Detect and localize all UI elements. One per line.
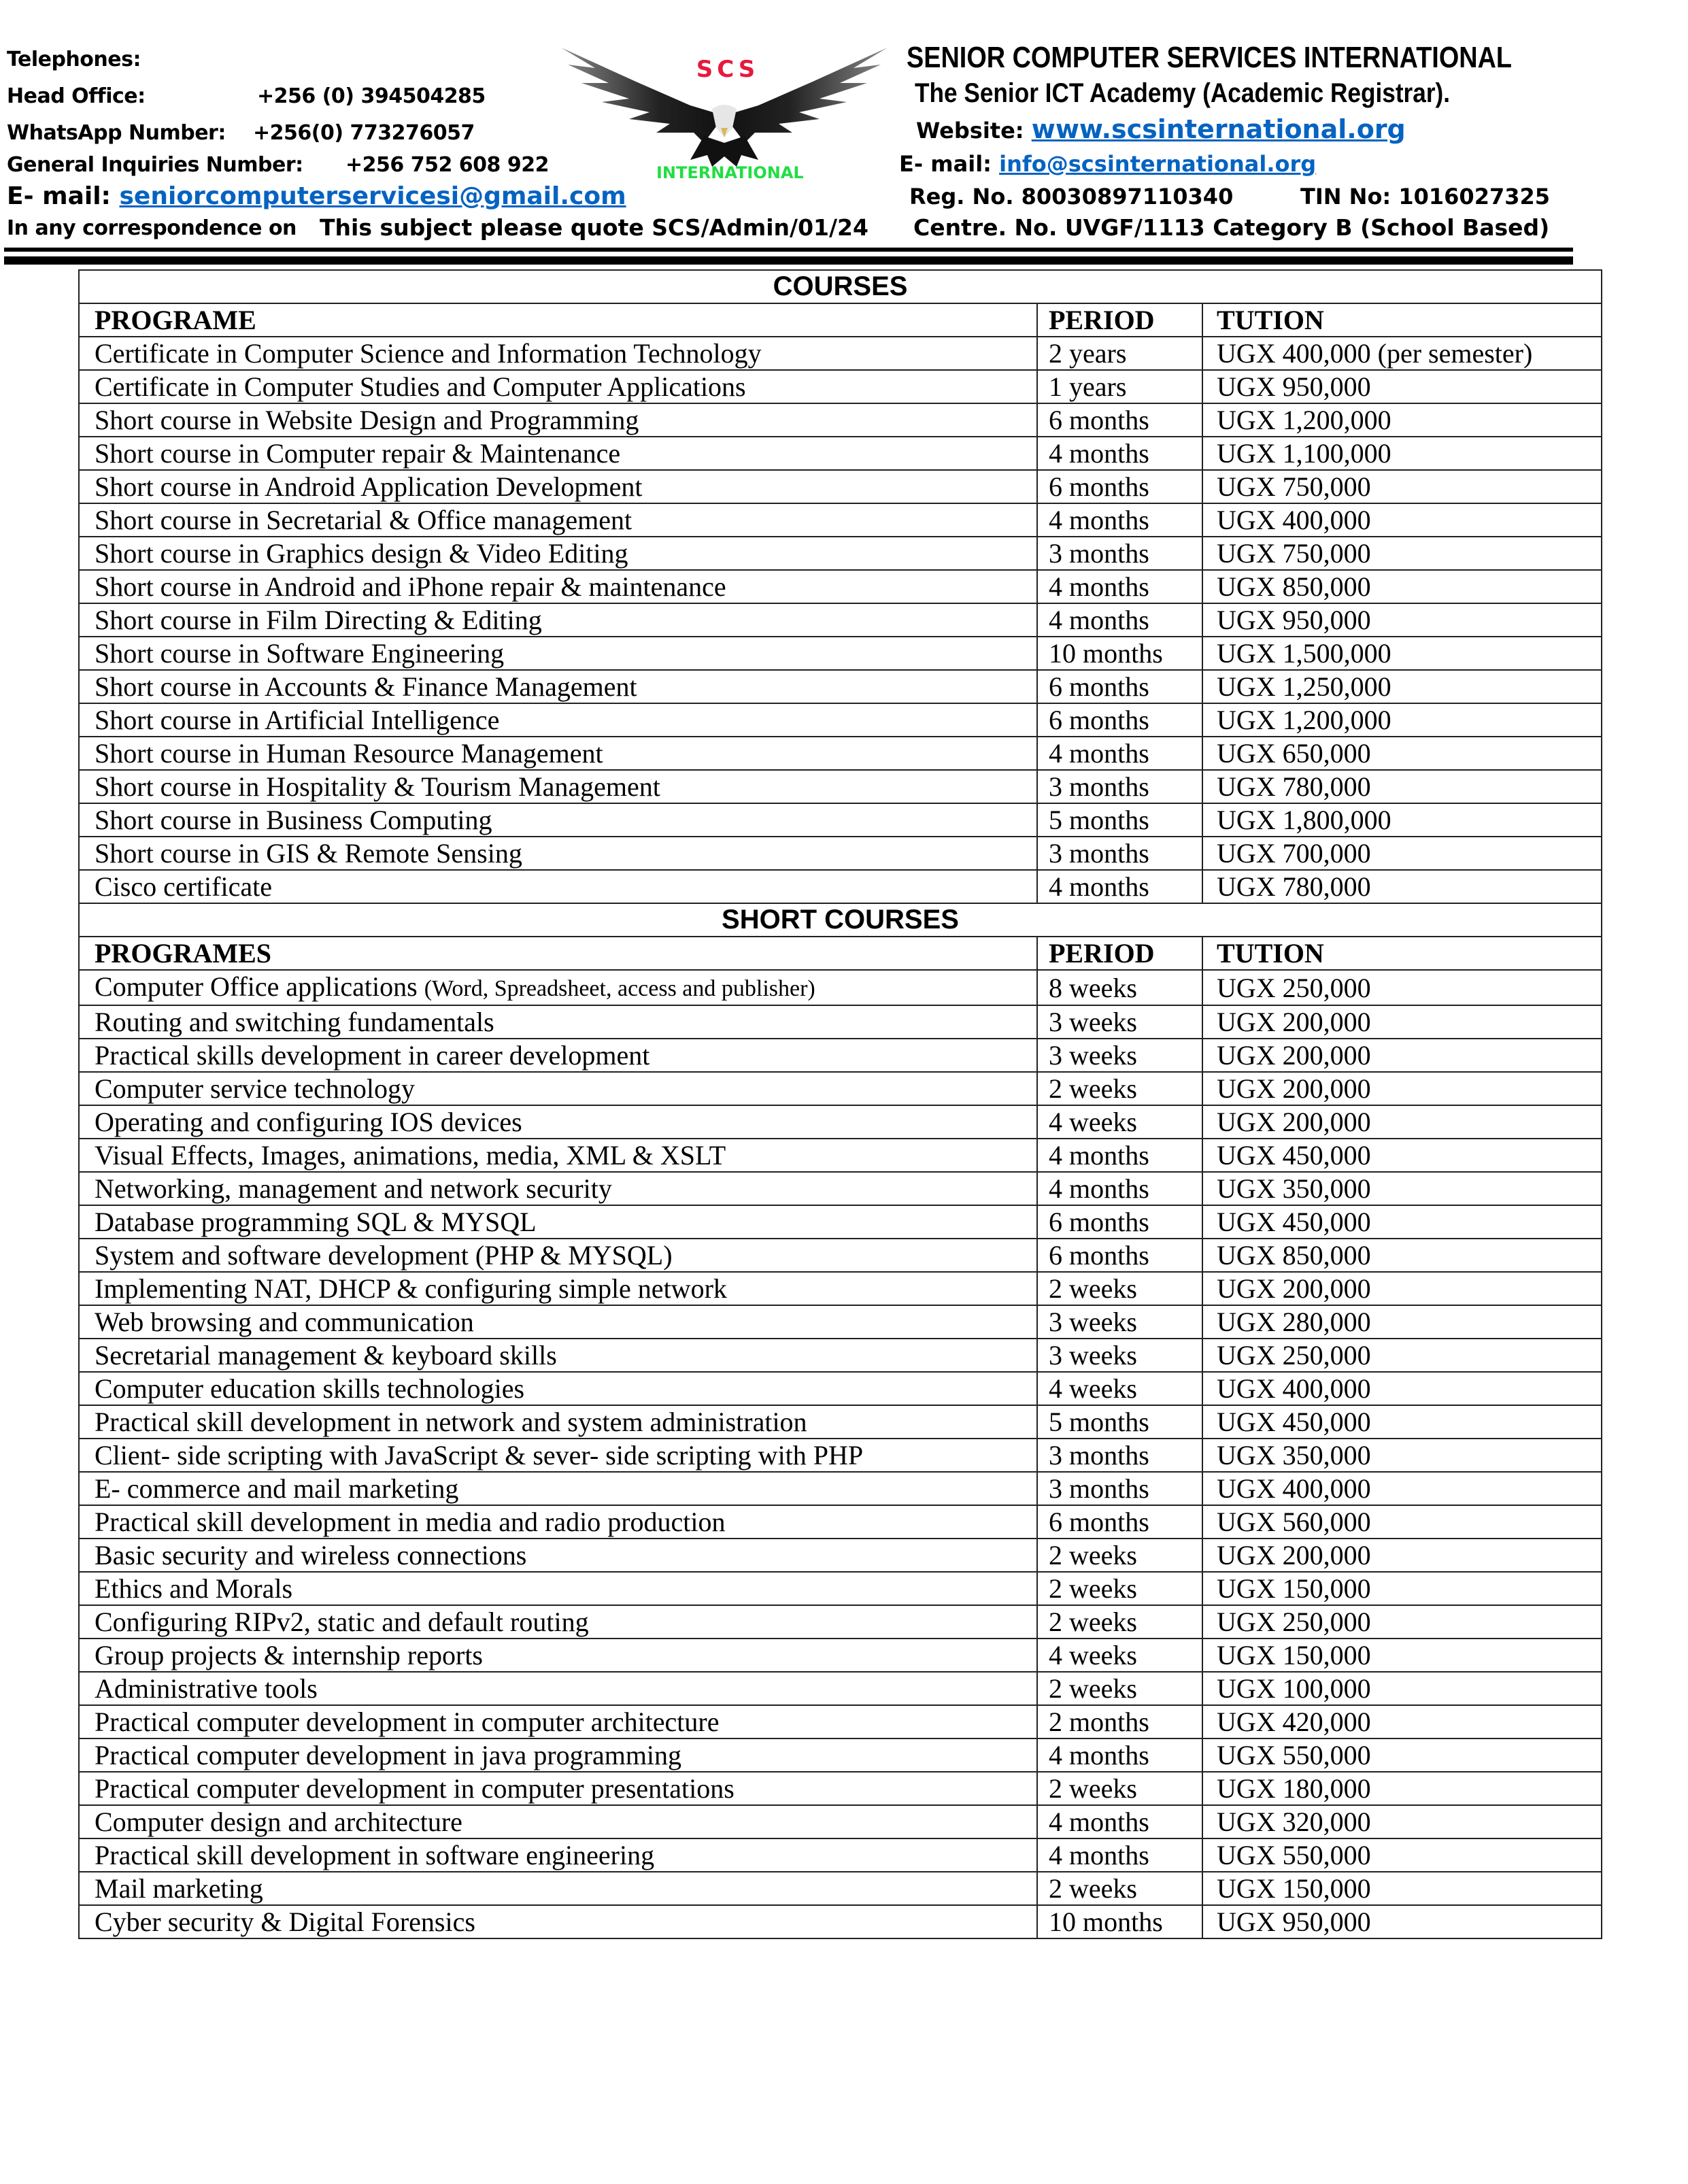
program-cell [79,503,1037,537]
tuition-cell: UGX 1,200,000 [1202,703,1602,737]
tuition-cell: UGX 750,000 [1202,537,1602,570]
period-cell: 4 months [1037,603,1202,637]
table-row [79,1005,1602,1039]
table-row [79,1572,1602,1605]
period-cell: 3 weeks [1037,1039,1202,1072]
program-cell [79,1305,1037,1339]
tuition-cell: UGX 1,250,000 [1202,670,1602,703]
period-cell: 3 months [1037,837,1202,870]
period-cell: 3 weeks [1037,1305,1202,1339]
website-row [916,114,1406,144]
program-name: Operating and configuring IOS devices [95,1107,522,1137]
program-name: Cyber security & Digital Forensics [95,1906,475,1937]
program-cell [79,1005,1037,1039]
correspondence-label: In any correspondence on [7,216,297,240]
tuition-cell: UGX 700,000 [1202,837,1602,870]
header-divider-thin [4,248,1573,252]
period-cell: 4 months [1037,1738,1202,1772]
table-row [79,1672,1602,1705]
period-cell: 4 weeks [1037,1372,1202,1405]
general-inquiries-label: General Inquiries Number: [7,153,303,177]
program-name: Short course in Hospitality & Tourism Management [95,771,660,802]
program-cell [79,1605,1037,1639]
tuition-cell: UGX 180,000 [1202,1772,1602,1805]
program-name: Group projects & internship reports [95,1640,483,1670]
program-note: (Word, Spreadsheet, access and publisher) [424,976,815,1001]
period-cell: 2 weeks [1037,1272,1202,1305]
table-row [79,703,1602,737]
period-cell: 10 months [1037,1905,1202,1938]
period-cell: 6 months [1037,470,1202,503]
program-cell [79,1239,1037,1272]
program-name: System and software development (PHP & MYSQL) [95,1240,673,1271]
period-cell: 4 months [1037,870,1202,903]
tuition-cell: UGX 450,000 [1202,1405,1602,1439]
tuition-cell: UGX 280,000 [1202,1305,1602,1339]
col-header-programes: PROGRAMES [79,937,1037,970]
period-cell: 2 weeks [1037,1772,1202,1805]
period-cell: 4 months [1037,1805,1202,1838]
tuition-cell: UGX 150,000 [1202,1872,1602,1905]
correspondence-ref: This subject please quote SCS/Admin/01/24 [320,214,868,241]
table-row [79,1805,1602,1838]
tuition-cell: UGX 550,000 [1202,1738,1602,1772]
period-cell: 6 months [1037,403,1202,437]
table-row [79,1539,1602,1572]
tuition-cell: UGX 950,000 [1202,370,1602,403]
program-cell [79,1505,1037,1539]
program-cell [79,703,1037,737]
program-name: Web browsing and communication [95,1307,474,1337]
program-name: Practical skills development in career development [95,1040,650,1071]
program-cell [79,1772,1037,1805]
table-row [79,637,1602,670]
program-name: Short course in Artificial Intelligence [95,705,500,735]
period-cell: 2 weeks [1037,1672,1202,1705]
table-row [79,837,1602,870]
period-cell: 6 months [1037,1205,1202,1239]
table-row [79,1239,1602,1272]
table-row [79,870,1602,903]
table-row [79,337,1602,370]
col-header-period: PERIOD [1037,303,1202,337]
tuition-cell: UGX 560,000 [1202,1505,1602,1539]
program-cell [79,1872,1037,1905]
program-cell [79,570,1037,603]
org-name: SENIOR COMPUTER SERVICES INTERNATIONAL [907,41,1513,74]
program-name: Short course in Android and iPhone repair & maintenance [95,571,726,602]
program-cell [79,1039,1037,1072]
tuition-cell: UGX 200,000 [1202,1005,1602,1039]
program-cell [79,770,1037,803]
logo-scs-text: SCS [696,56,760,83]
right-email-link[interactable]: info@scsinternational.org [999,151,1317,177]
tuition-cell: UGX 750,000 [1202,470,1602,503]
program-cell [79,1405,1037,1439]
head-office-label: Head Office: [7,84,146,108]
program-cell [79,1705,1037,1738]
table-row [79,1405,1602,1439]
tuition-cell: UGX 780,000 [1202,770,1602,803]
table-row [79,1072,1602,1105]
period-cell: 2 years [1037,337,1202,370]
table-row [79,1472,1602,1505]
period-cell: 10 months [1037,637,1202,670]
tuition-cell: UGX 1,100,000 [1202,437,1602,470]
program-cell [79,1805,1037,1838]
right-email-label: E- mail: [899,151,992,177]
period-cell: 4 months [1037,1172,1202,1205]
program-name: Short course in Business Computing [95,805,492,835]
email-label: E- mail: [7,182,111,210]
website-link[interactable]: www.scsinternational.org [1031,114,1406,144]
website-label: Website: [916,118,1024,144]
table-row [79,737,1602,770]
col-header-period: PERIOD [1037,937,1202,970]
table-row [79,1139,1602,1172]
program-name: Basic security and wireless connections [95,1540,527,1570]
table-row [79,670,1602,703]
logo-international-text: INTERNATIONAL [656,163,804,182]
table-row [79,1639,1602,1672]
program-cell [79,637,1037,670]
table-row [79,1172,1602,1205]
table-row [79,403,1602,437]
tuition-cell: UGX 200,000 [1202,1039,1602,1072]
table-row [79,1039,1602,1072]
reg-no: Reg. No. 80030897110340 [909,184,1234,209]
program-name: Networking, management and network security [95,1173,612,1204]
period-cell: 3 months [1037,770,1202,803]
table-row [79,1439,1602,1472]
tuition-cell: UGX 350,000 [1202,1172,1602,1205]
telephones-label: Telephones: [7,48,141,71]
period-cell: 3 months [1037,537,1202,570]
table-row [79,770,1602,803]
program-cell [79,870,1037,903]
program-cell [79,1472,1037,1505]
tuition-cell: UGX 780,000 [1202,870,1602,903]
col-header-programe: PROGRAME [79,303,1037,337]
program-name: Cisco certificate [95,871,272,902]
program-name: Short course in Accounts & Finance Management [95,671,637,702]
table-row [79,1838,1602,1872]
table-row [79,1305,1602,1339]
table-row [79,1372,1602,1405]
program-cell [79,1105,1037,1139]
period-cell: 2 weeks [1037,1072,1202,1105]
program-cell [79,1539,1037,1572]
email-row [7,182,626,210]
tuition-cell: UGX 400,000 [1202,1472,1602,1505]
col-header-tution: TUTION [1202,937,1602,970]
tuition-cell: UGX 200,000 [1202,1539,1602,1572]
program-name: Practical computer development in java programming [95,1740,682,1770]
table-row [79,1205,1602,1239]
program-cell [79,537,1037,570]
table-row [79,503,1602,537]
table-row [79,1738,1602,1772]
tuition-cell: UGX 250,000 [1202,1605,1602,1639]
program-name: Short course in Secretarial & Office management [95,505,632,535]
program-name: Practical skill development in media and radio production [95,1507,726,1537]
program-cell [79,403,1037,437]
table-row [79,437,1602,470]
program-name: Database programming SQL & MYSQL [95,1207,537,1237]
program-cell [79,470,1037,503]
table-row [79,470,1602,503]
tuition-cell: UGX 350,000 [1202,1439,1602,1472]
tuition-cell: UGX 100,000 [1202,1672,1602,1705]
program-cell [79,437,1037,470]
tuition-cell: UGX 150,000 [1202,1639,1602,1672]
short-courses-header-row [79,937,1602,970]
program-cell [79,1639,1037,1672]
tuition-cell: UGX 420,000 [1202,1705,1602,1738]
program-name: Implementing NAT, DHCP & configuring simple network [95,1273,727,1304]
table-row [79,970,1602,1005]
tuition-cell: UGX 950,000 [1202,1905,1602,1938]
table-row [79,1872,1602,1905]
courses-section-title: COURSES [79,270,1602,303]
program-name: Short course in GIS & Remote Sensing [95,838,522,869]
program-name: Visual Effects, Images, animations, media, XML & XSLT [95,1140,726,1171]
table-row [79,1705,1602,1738]
program-cell [79,1139,1037,1172]
table-row [79,1772,1602,1805]
tuition-cell: UGX 400,000 [1202,1372,1602,1405]
scs-logo [554,41,894,197]
program-name: Computer service technology [95,1073,415,1104]
short-courses-section-title-row [79,903,1602,937]
general-inquiries-number: +256 752 608 922 [345,153,549,177]
tuition-cell: UGX 1,500,000 [1202,637,1602,670]
program-cell [79,1205,1037,1239]
period-cell: 6 months [1037,703,1202,737]
program-name: E- commerce and mail marketing [95,1473,459,1504]
period-cell: 5 months [1037,1405,1202,1439]
period-cell: 4 months [1037,570,1202,603]
period-cell: 2 weeks [1037,1539,1202,1572]
program-cell [79,1672,1037,1705]
tuition-cell: UGX 400,000 (per semester) [1202,337,1602,370]
program-name: Computer education skills technologies [95,1373,525,1404]
program-name: Short course in Human Resource Management [95,738,603,769]
period-cell: 6 months [1037,1239,1202,1272]
courses-section-title-row [79,270,1602,303]
tuition-cell: UGX 450,000 [1202,1205,1602,1239]
period-cell: 3 months [1037,1472,1202,1505]
tuition-cell: UGX 200,000 [1202,1272,1602,1305]
tin-no: TIN No: 1016027325 [1300,184,1551,209]
program-name: Practical skill development in network and system administration [95,1407,807,1437]
tuition-cell: UGX 200,000 [1202,1105,1602,1139]
period-cell: 1 years [1037,370,1202,403]
period-cell: 3 weeks [1037,1339,1202,1372]
program-name: Client- side scripting with JavaScript & sever- side scripting with PHP [95,1440,864,1471]
program-cell [79,1272,1037,1305]
program-cell [79,1838,1037,1872]
email-link[interactable]: seniorcomputerservicesi@gmail.com [119,182,626,210]
centre-no: Centre. No. UVGF/1113 Category B (School Based) [913,214,1550,241]
program-cell [79,370,1037,403]
tuition-cell: UGX 1,200,000 [1202,403,1602,437]
period-cell: 6 months [1037,1505,1202,1539]
header-divider-thick [4,256,1573,265]
program-cell [79,737,1037,770]
courses-header-row [79,303,1602,337]
period-cell: 4 weeks [1037,1639,1202,1672]
col-header-tution: TUTION [1202,303,1602,337]
period-cell: 4 months [1037,437,1202,470]
program-cell [79,670,1037,703]
tuition-cell: UGX 320,000 [1202,1805,1602,1838]
tuition-cell: UGX 250,000 [1202,1339,1602,1372]
program-name: Ethics and Morals [95,1573,293,1604]
program-cell [79,1339,1037,1372]
period-cell: 2 weeks [1037,1872,1202,1905]
table-row [79,1272,1602,1305]
table-row [79,1605,1602,1639]
period-cell: 4 months [1037,737,1202,770]
courses-table [78,269,1602,1939]
program-cell [79,1572,1037,1605]
program-name: Computer Office applications [95,971,418,1002]
program-name: Certificate in Computer Studies and Computer Applications [95,371,746,402]
table-row [79,1505,1602,1539]
program-name: Short course in Software Engineering [95,638,505,669]
academy-name: The Senior ICT Academy (Academic Registrar). [915,78,1451,108]
program-cell [79,1905,1037,1938]
tuition-cell: UGX 150,000 [1202,1572,1602,1605]
tuition-cell: UGX 550,000 [1202,1838,1602,1872]
program-name: Practical skill development in software engineering [95,1840,655,1870]
tuition-cell: UGX 650,000 [1202,737,1602,770]
program-cell [79,1172,1037,1205]
program-name: Certificate in Computer Science and Information Technology [95,338,762,369]
program-cell [79,1738,1037,1772]
table-row [79,603,1602,637]
program-cell [79,1072,1037,1105]
table-row [79,370,1602,403]
period-cell: 5 months [1037,803,1202,837]
program-cell [79,803,1037,837]
program-cell [79,837,1037,870]
program-name: Short course in Film Directing & Editing [95,605,542,635]
table-row [79,537,1602,570]
period-cell: 4 months [1037,1139,1202,1172]
program-cell [79,603,1037,637]
table-row [79,1105,1602,1139]
program-name: Short course in Android Application Development [95,471,643,502]
program-name: Short course in Computer repair & Maintenance [95,438,621,469]
tuition-cell: UGX 450,000 [1202,1139,1602,1172]
program-name: Practical computer development in computer presentations [95,1773,735,1804]
short-courses-section-title: SHORT COURSES [79,903,1602,937]
program-name: Mail marketing [95,1873,263,1904]
period-cell: 3 months [1037,1439,1202,1472]
right-email-row [899,151,1316,177]
program-cell [79,1372,1037,1405]
tuition-cell: UGX 400,000 [1202,503,1602,537]
tuition-cell: UGX 250,000 [1202,970,1602,1005]
program-name: Secretarial management & keyboard skills [95,1340,557,1371]
period-cell: 2 weeks [1037,1605,1202,1639]
tuition-cell: UGX 1,800,000 [1202,803,1602,837]
period-cell: 4 weeks [1037,1105,1202,1139]
period-cell: 2 weeks [1037,1572,1202,1605]
program-cell [79,1439,1037,1472]
table-row [79,570,1602,603]
whatsapp-number: +256(0) 773276057 [253,121,475,145]
period-cell: 8 weeks [1037,970,1202,1005]
whatsapp-label: WhatsApp Number: [7,121,226,145]
program-name: Short course in Website Design and Programming [95,405,639,435]
program-name: Routing and switching fundamentals [95,1007,494,1037]
program-name: Computer design and architecture [95,1807,462,1837]
period-cell: 3 weeks [1037,1005,1202,1039]
program-name: Configuring RIPv2, static and default routing [95,1607,589,1637]
tuition-cell: UGX 850,000 [1202,570,1602,603]
program-name: Administrative tools [95,1673,318,1704]
period-cell: 6 months [1037,670,1202,703]
program-name: Short course in Graphics design & Video Editing [95,538,628,569]
period-cell: 2 months [1037,1705,1202,1738]
table-row [79,1905,1602,1938]
period-cell: 4 months [1037,1838,1202,1872]
program-cell [79,337,1037,370]
program-cell [79,970,1037,1005]
program-name: Practical computer development in computer architecture [95,1707,720,1737]
tuition-cell: UGX 850,000 [1202,1239,1602,1272]
head-office-number: +256 (0) 394504285 [257,84,486,108]
tuition-cell: UGX 200,000 [1202,1072,1602,1105]
period-cell: 4 months [1037,503,1202,537]
tuition-cell: UGX 950,000 [1202,603,1602,637]
table-row [79,803,1602,837]
table-row [79,1339,1602,1372]
